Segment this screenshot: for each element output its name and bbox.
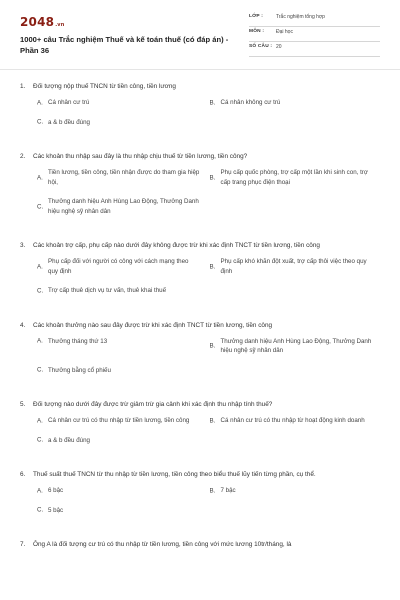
answer-option-a[interactable] xyxy=(37,98,210,108)
question-stem: Đối tượng nộp thuế TNCN từ tiền công, tiền lương xyxy=(33,83,176,90)
meta-value: Đại học xyxy=(276,29,293,35)
meta-label: MÔN : xyxy=(249,29,265,34)
answer-options xyxy=(20,257,382,306)
logo-text: 2048 xyxy=(20,15,55,29)
question-text xyxy=(20,82,382,92)
answer-text: Trợ cấp thuê dịch vụ tư vấn, thuê khai thuế xyxy=(48,287,167,294)
meta-value: Trắc nghiệm tổng hợp xyxy=(276,14,325,20)
answer-options xyxy=(20,486,382,525)
answer-letter: C. xyxy=(37,118,44,126)
answer-letter: B. xyxy=(209,262,216,270)
answer-option-body xyxy=(210,257,373,276)
question-stem: Thuế suất thuế TNCN từ thu nhập từ tiền lương, tiền công theo biểu thuế lũy tiến từng phần, cụ thể. xyxy=(33,471,316,478)
question-item xyxy=(20,241,382,306)
answer-option-c[interactable] xyxy=(37,436,210,446)
answer-option-a[interactable] xyxy=(37,257,210,276)
question-text xyxy=(20,470,382,480)
answer-option-body xyxy=(37,286,200,296)
question-number: 4. xyxy=(20,321,26,329)
answer-text: Phụ cấp khó khăn đột xuất, trợ cấp thôi việc theo quy định xyxy=(220,258,367,275)
question-stem: Ông A là đối tượng cư trú có thu nhập từ tiền lương, tiền công với mức lương 10tr/tháng, là xyxy=(33,541,292,548)
answer-text: a & b đều đúng xyxy=(48,436,90,444)
answer-text: Cá nhân cư trú xyxy=(48,99,90,106)
question-number: 5. xyxy=(20,401,26,408)
answer-letter: A. xyxy=(37,337,43,345)
question-text xyxy=(20,540,382,550)
answer-text: Thưởng bằng cổ phiếu xyxy=(48,366,111,374)
answer-text: Thưởng tháng thứ 13 xyxy=(48,337,108,345)
question-stem: Các khoản thu nhập sau đây là thu nhập chịu thuế từ tiền lương, tiền công? xyxy=(33,153,248,160)
answer-option-a[interactable] xyxy=(37,416,210,426)
question-item xyxy=(20,470,382,525)
question-item xyxy=(20,540,382,550)
answer-option-a[interactable] xyxy=(37,486,210,496)
answer-options xyxy=(20,416,382,455)
answer-option-body xyxy=(37,436,200,446)
question-number: 6. xyxy=(20,471,26,478)
answer-option-body xyxy=(37,416,200,426)
answer-option-body xyxy=(210,486,373,496)
answer-options xyxy=(20,168,382,226)
answer-option-a[interactable] xyxy=(37,168,210,187)
answer-option-a[interactable] xyxy=(37,337,210,356)
answer-letter: B. xyxy=(209,342,216,350)
answer-letter: B. xyxy=(209,99,216,106)
site-logo[interactable] xyxy=(20,15,65,29)
answer-option-b[interactable] xyxy=(210,257,383,276)
answer-letter: C. xyxy=(37,506,44,514)
question-stem: Các khoản trợ cấp, phụ cấp nào dưới đây không được trừ khi xác định TNCT từ tiền lương, tiền công xyxy=(33,242,320,249)
answer-text: Phụ cấp đối với người có công với cách mạng theo quy định xyxy=(48,258,189,275)
answer-letter: B. xyxy=(209,173,216,181)
answer-text: Cá nhân cư trú có thu nhập từ hoạt động kinh doanh xyxy=(220,417,365,424)
document-meta xyxy=(249,12,380,57)
answer-text: 7 bậc xyxy=(220,487,236,494)
answer-option-body xyxy=(37,98,200,108)
answer-option-b[interactable] xyxy=(210,337,383,356)
answer-letter: B. xyxy=(209,487,216,494)
answer-option-c[interactable] xyxy=(37,286,210,296)
answer-option-body xyxy=(37,197,200,216)
answer-options xyxy=(20,337,382,386)
answer-letter: A. xyxy=(37,487,43,494)
question-text xyxy=(20,400,382,410)
answer-letter: C. xyxy=(37,366,44,374)
answer-letter: A. xyxy=(37,262,43,270)
answer-option-body xyxy=(210,416,373,426)
answer-option-body xyxy=(37,506,200,516)
answer-option-body xyxy=(210,98,373,108)
answer-text: a & b đều đúng xyxy=(48,118,90,126)
meta-value: 20 xyxy=(276,44,282,50)
answer-text: Phụ cấp quốc phòng, trợ cấp một lần khi sinh con, trợ cấp trang phục điện thoại xyxy=(220,169,368,186)
answer-option-body xyxy=(37,486,200,496)
answer-option-body xyxy=(37,257,200,276)
meta-row-subject xyxy=(249,27,380,42)
question-text xyxy=(20,241,382,251)
answer-option-b[interactable] xyxy=(210,168,383,187)
meta-label: SỐ CÂU : xyxy=(249,44,273,49)
document-header xyxy=(20,12,380,64)
answer-text: Thưởng danh hiệu Anh Hùng Lao Động, Thưởng Danh hiệu nghệ sỹ nhân dân xyxy=(220,337,372,354)
question-item xyxy=(20,152,382,226)
answer-text: Tiền lương, tiền công, tiền nhận được do tham gia hiệp hội, xyxy=(48,169,200,186)
answer-option-body xyxy=(37,337,200,347)
answer-option-b[interactable] xyxy=(210,416,383,426)
question-number: 1. xyxy=(20,83,26,90)
question-item xyxy=(20,82,382,137)
question-item xyxy=(20,400,382,455)
answer-letter: C. xyxy=(37,287,44,294)
answer-option-body xyxy=(37,168,200,187)
answer-letter: A. xyxy=(37,417,43,424)
answer-text: 6 bậc xyxy=(48,487,64,494)
question-stem: Đối tượng nào dưới đây được trừ giảm trừ gia cảnh khi xác định thu nhập tính thuế? xyxy=(33,401,273,408)
answer-letter: C. xyxy=(37,436,44,444)
question-stem: Các khoản thưởng nào sau đây được trừ khi xác định TNCT từ tiền lương, tiền công xyxy=(33,321,273,329)
answer-text: Cá nhân cư trú có thu nhập từ tiền lương, tiền công xyxy=(48,417,190,424)
answer-letter: C. xyxy=(37,202,44,210)
question-number: 7. xyxy=(20,541,26,548)
answer-option-c[interactable] xyxy=(37,366,210,376)
question-text xyxy=(20,321,382,331)
question-item xyxy=(20,321,382,386)
question-number: 3. xyxy=(20,242,26,249)
answer-option-c[interactable] xyxy=(37,118,210,128)
answer-option-c[interactable] xyxy=(37,197,210,216)
meta-row-class xyxy=(249,12,380,27)
answer-options xyxy=(20,98,382,137)
answer-letter: B. xyxy=(209,417,216,424)
question-text xyxy=(20,152,382,162)
answer-text: Cá nhân không cư trú xyxy=(220,99,281,106)
meta-row-count xyxy=(249,42,380,57)
question-list xyxy=(20,82,382,550)
answer-option-body xyxy=(210,168,373,187)
answer-letter: A. xyxy=(37,99,43,106)
answer-option-c[interactable] xyxy=(37,506,210,516)
meta-label: LỚP : xyxy=(249,14,264,19)
question-number: 2. xyxy=(20,153,26,160)
logo-suffix: .vn xyxy=(55,22,65,28)
answer-letter: A. xyxy=(37,173,43,181)
answer-text: Thưởng danh hiệu Anh Hùng Lao Động, Thưởng Danh hiệu nghệ sỹ nhân dân xyxy=(48,198,199,215)
answer-option-body xyxy=(37,118,200,128)
answer-option-b[interactable] xyxy=(210,486,383,496)
answer-option-body xyxy=(210,337,373,356)
answer-option-b[interactable] xyxy=(210,98,383,108)
document-title: 1000+ câu Trắc nghiệm Thuế và kế toán thuế (có đáp án) - Phần 36 xyxy=(20,35,229,55)
answer-option-body xyxy=(37,366,200,376)
header-divider xyxy=(0,69,400,70)
answer-text: 5 bậc xyxy=(48,506,64,514)
